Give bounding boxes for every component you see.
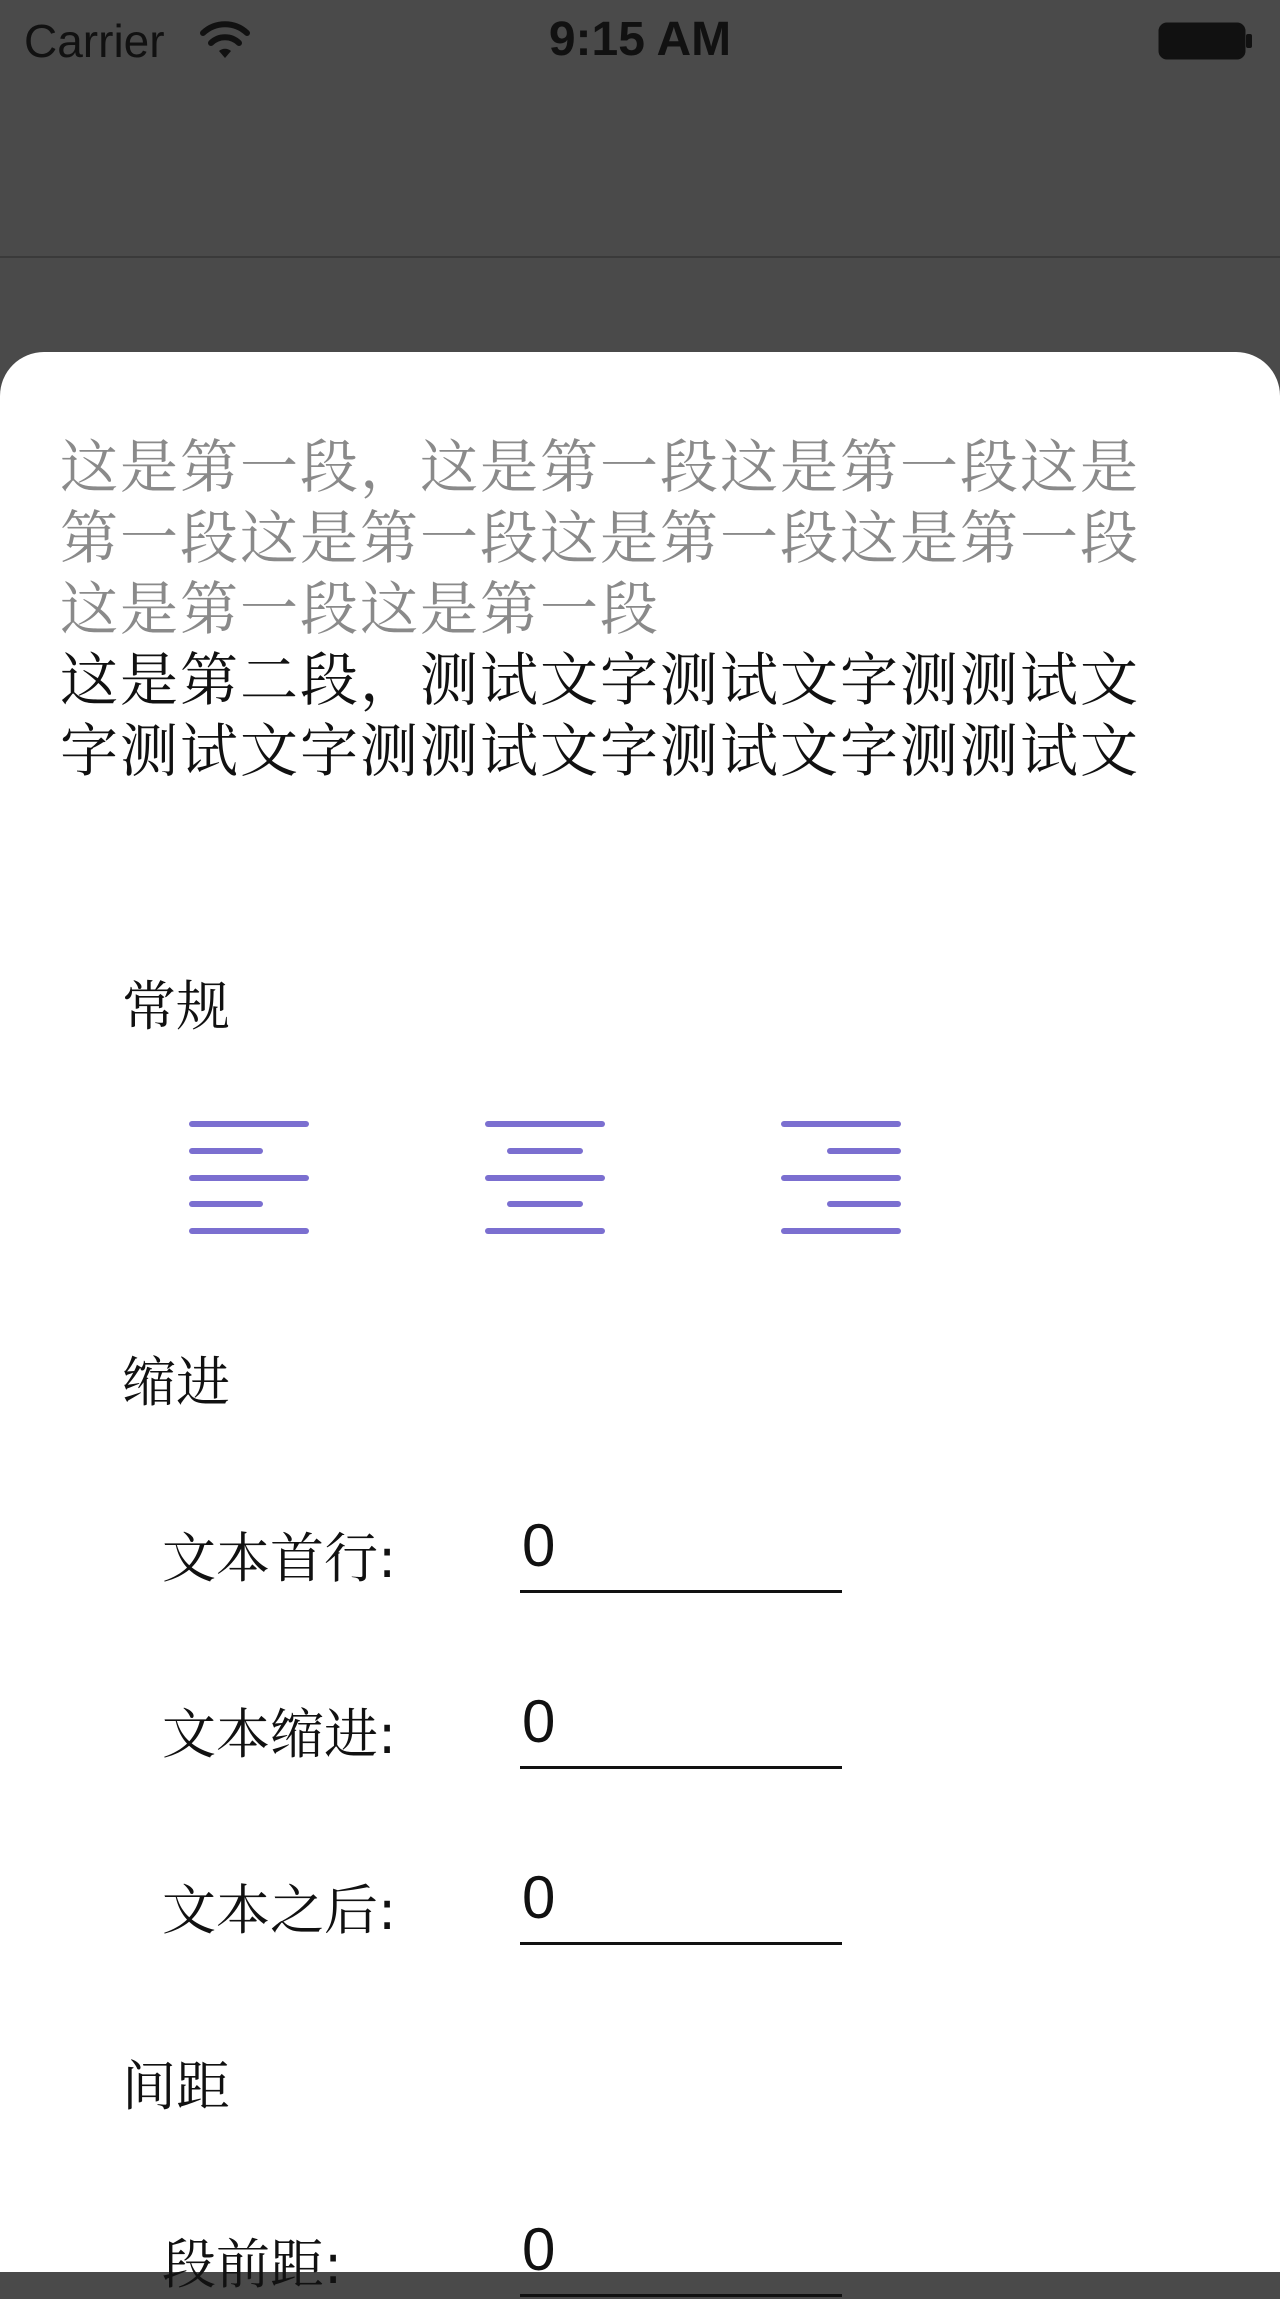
align-right-button[interactable]: [776, 1104, 906, 1234]
space-before-input[interactable]: [520, 2204, 842, 2297]
first-line-indent-input[interactable]: [520, 1500, 842, 1593]
align-right-icon: [776, 1104, 906, 1234]
align-center-icon: [480, 1104, 610, 1234]
preview-paragraph-2: 这是第二段，测试文字测试文字测测试文字测试文字测测试文字测试文字测测试文: [60, 646, 1141, 785]
after-text-indent-input[interactable]: [520, 1852, 842, 1945]
paragraph-settings-sheet: [0, 352, 1280, 2296]
status-bar: [0, 0, 1280, 80]
text-indent-input[interactable]: [520, 1676, 842, 1769]
navigation-bar: [0, 80, 1280, 258]
text-preview: [60, 432, 1170, 787]
first-line-indent-label: 文本首行:: [162, 1527, 397, 1590]
after-text-indent-label: 文本之后:: [162, 1879, 397, 1942]
clock-time: 9:15 AM: [548, 13, 732, 66]
section-title-indent: 缩进: [122, 1351, 230, 1414]
section-title-alignment: 常规: [122, 975, 230, 1038]
align-left-icon: [184, 1104, 314, 1234]
align-left-button[interactable]: [184, 1104, 314, 1234]
section-title-spacing: 间距: [122, 2055, 230, 2118]
battery-icon: [1158, 22, 1254, 60]
text-indent-label: 文本缩进:: [162, 1703, 397, 1766]
preview-paragraph-1: 这是第一段，这是第一段这是第一段这是第一段这是第一段这是第一段这是第一段这是第一段这是第一段: [60, 433, 1141, 643]
space-before-label: 段前距:: [162, 2233, 343, 2296]
carrier-label: Carrier: [24, 15, 165, 67]
align-center-button[interactable]: [480, 1104, 610, 1234]
